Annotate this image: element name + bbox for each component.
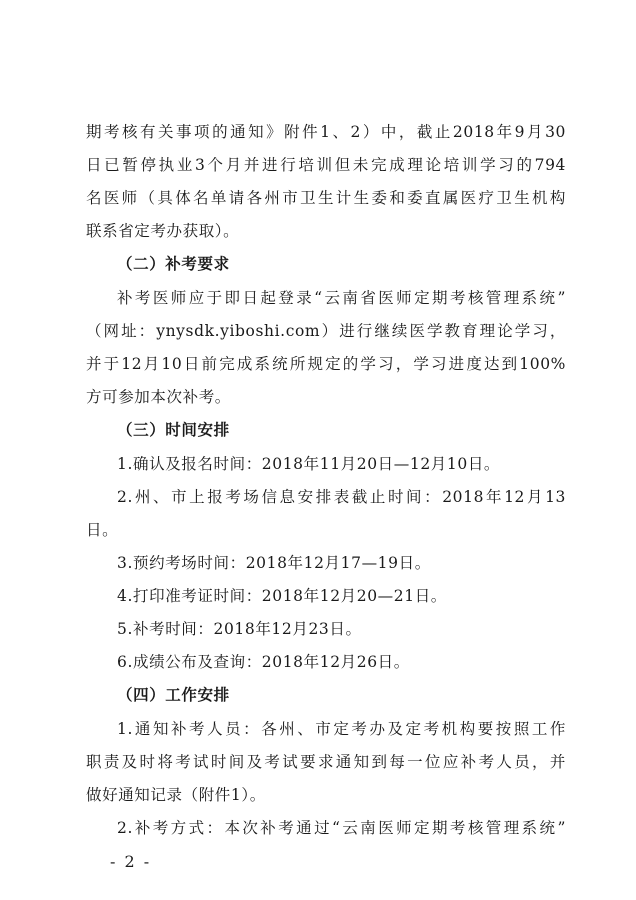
- schedule-item-4: 4.打印准考证时间：2018年12月20—21日。: [117, 587, 447, 605]
- page-number: - 2 -: [110, 852, 152, 871]
- schedule-item-1: 1.确认及报名时间：2018年11月20日—12月10日。: [117, 455, 501, 473]
- schedule-item-6: 6.成绩公布及查询：2018年12月26日。: [117, 653, 410, 671]
- section-heading-3: （三）时间安排: [117, 420, 230, 439]
- schedule-item-5: 5.补考时间：2018年12月23日。: [117, 620, 362, 638]
- body-text-line: 补考医师应于即日起登录“云南省医师定期考核管理系统”: [117, 289, 566, 307]
- schedule-item-3: 3.预约考场时间：2018年12月17—19日。: [117, 554, 431, 572]
- body-text-line: 2.补考方式：本次补考通过“云南医师定期考核管理系统”: [117, 819, 566, 837]
- section-heading-4: （四）工作安排: [117, 685, 230, 704]
- body-text-line: 职责及时将考试时间及考试要求通知到每一位应补考人员，并: [86, 753, 566, 771]
- body-text-line: 联系省定考办获取）。: [86, 222, 240, 240]
- body-text-line: 日已暂停执业3个月并进行培训但未完成理论培训学习的794: [86, 156, 566, 174]
- body-text-line: 名医师（具体名单请各州市卫生计生委和委直属医疗卫生机构: [86, 189, 566, 207]
- schedule-item-2: 2.州、市上报考场信息安排表截止时间：2018年12月13: [117, 488, 566, 506]
- body-text-line: 并于12月10日前完成系统所规定的学习，学习进度达到100%: [86, 355, 566, 373]
- section-heading-2: （二）补考要求: [117, 254, 230, 273]
- body-text-line: 1.通知补考人员：各州、市定考办及定考机构要按照工作: [117, 720, 566, 738]
- body-text-line: （网址：ynysdk.yiboshi.com）进行继续医学教育理论学习，: [86, 322, 566, 340]
- body-text-line: 方可参加本次补考。: [86, 388, 231, 406]
- body-text-line: 期考核有关事项的通知》附件1、2）中，截止2018年9月30: [86, 123, 566, 141]
- schedule-item-2-cont: 日。: [86, 521, 119, 539]
- body-text-line: 做好通知记录（附件1）。: [86, 786, 266, 804]
